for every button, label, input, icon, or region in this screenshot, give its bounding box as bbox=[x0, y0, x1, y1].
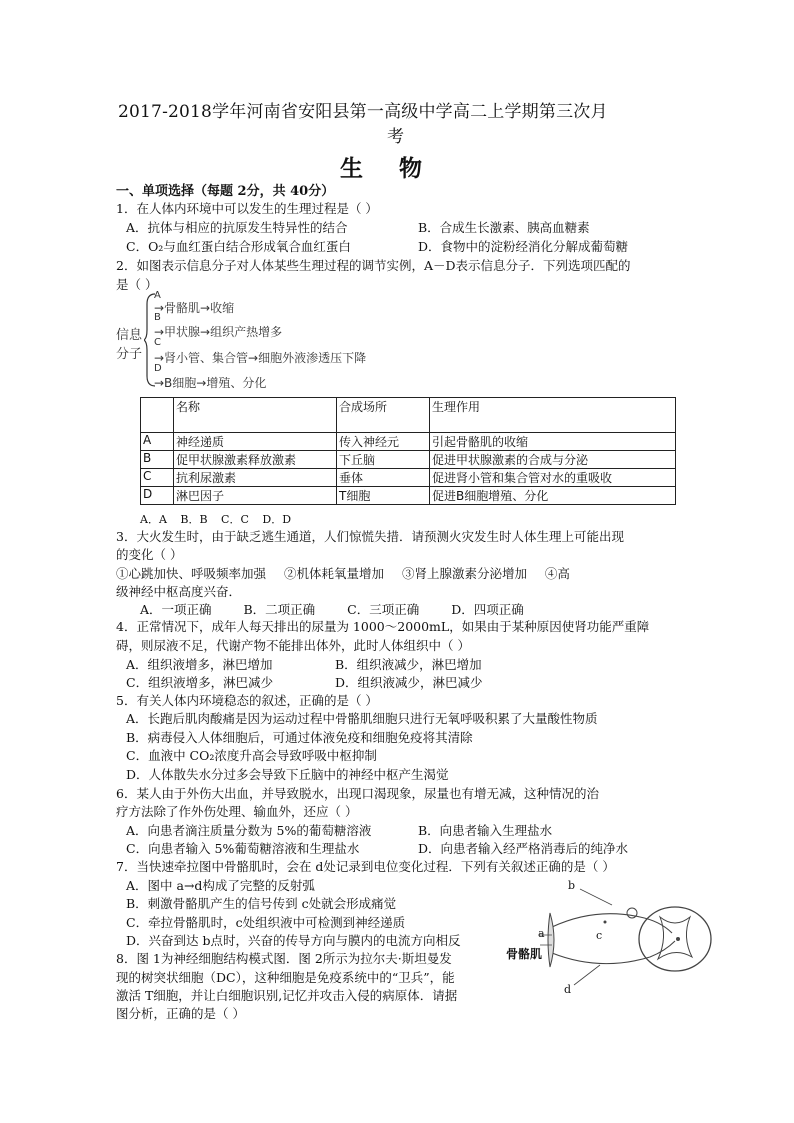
q4-option-a: A．组织液增多，淋巴增加 bbox=[126, 657, 273, 672]
q3-stem-line2: 的变化（ ） bbox=[116, 547, 183, 562]
reflex-arc-drawing bbox=[500, 877, 720, 1002]
section-heading: 一、单项选择（每题 2分，共 40分） bbox=[116, 184, 335, 199]
diagram-letter-a: A bbox=[154, 290, 161, 301]
diagram-label: 信息 分子 bbox=[116, 328, 143, 362]
table-header-cell: 合成场所 bbox=[337, 398, 430, 433]
table-cell: 垂体 bbox=[337, 469, 430, 487]
q6-option-b: B．向患者输入生理盐水 bbox=[418, 823, 553, 838]
q8-stem-line2: 现的树突状细胞（DC），这种细胞是免疫系统中的“卫兵”，能 bbox=[116, 970, 455, 985]
table-cell: T细胞 bbox=[337, 487, 430, 505]
table-cell: 引起骨骼肌的收缩 bbox=[430, 433, 676, 451]
table-cell: B bbox=[141, 451, 174, 469]
q7-option-d: D．兴奋到达 b点时，兴奋的传导方向与膜内的电流方向相反 bbox=[126, 933, 461, 948]
q8-stem-line3: 激活 T细胞，并让白细胞识别,记忆并攻击入侵的病原体．请据 bbox=[116, 988, 458, 1003]
q2-stem-line1: 2．如图表示信息分子对人体某些生理过程的调节实例，A－D表示信息分子．下列选项匹配的 bbox=[116, 258, 631, 273]
q8-stem-line1: 8．图 1为神经细胞结构模式图．图 2所示为拉尔夫·斯坦曼发 bbox=[116, 951, 452, 966]
q5-option-b: B．病毒侵入人体细胞后，可通过体液免疫和细胞免疫将其清除 bbox=[126, 730, 473, 745]
q3-stem-line1: 3．大火发生时，由于缺乏逃生通道，人们惊慌失措．请预测火灾发生时人体生理上可能出现 bbox=[116, 529, 624, 544]
table-cell: 促进甲状腺激素的合成与分泌 bbox=[430, 451, 676, 469]
table-cell: 促进B细胞增殖、分化 bbox=[430, 487, 676, 505]
q5-stem: 5．有关人体内环境稳态的叙述，正确的是（ ） bbox=[116, 693, 378, 708]
table-cell: C bbox=[141, 469, 174, 487]
q7-option-c: C．牵拉骨骼肌时，c处组织液中可检测到神经递质 bbox=[126, 915, 406, 930]
diagram-letter-c: C bbox=[154, 337, 161, 348]
q8-stem-line4: 图分析，正确的是（ ） bbox=[116, 1006, 245, 1021]
document-title-line2: 考 bbox=[387, 127, 405, 147]
q6-stem-line2: 疗方法除了作外伤处理、输血外，还应（ ） bbox=[116, 804, 358, 819]
subject-heading: 生物 bbox=[340, 155, 458, 182]
table-cell: 下丘脑 bbox=[337, 451, 430, 469]
table-cell: 抗利尿激素 bbox=[174, 469, 337, 487]
q6-option-a: A．向患者滴注质量分数为 5%的葡萄糖溶液 bbox=[126, 823, 372, 838]
figure-label-a: a bbox=[538, 927, 545, 940]
figure-label-b: b bbox=[568, 879, 576, 892]
q1-stem: 1．在人体内环境中可以发生的生理过程是（ ） bbox=[116, 201, 378, 216]
diagram-letter-d: D bbox=[154, 363, 162, 374]
q7-option-a: A．图中 a→d构成了完整的反射弧 bbox=[126, 878, 315, 893]
table-row bbox=[141, 487, 676, 505]
q3-options: A．一项正确 B．二项正确 C．三项正确 D．四项正确 bbox=[140, 602, 524, 617]
q6-option-d: D．向患者输入经严格消毒后的纯净水 bbox=[418, 841, 629, 856]
diagram-row-d: →B细胞→增殖、分化 bbox=[154, 376, 267, 390]
table-cell: 促甲状腺激素释放激素 bbox=[174, 451, 337, 469]
q4-option-b: B．组织液减少，淋巴增加 bbox=[335, 657, 482, 672]
table-header-cell: 名称 bbox=[174, 398, 337, 433]
q1-option-c: C．O₂与血红蛋白结合形成氧合血红蛋白 bbox=[126, 239, 351, 254]
table-row bbox=[141, 433, 676, 451]
q4-option-c: C．组织液增多，淋巴减少 bbox=[126, 675, 274, 690]
q3-items-line1: ①心跳加快、呼吸频率加强 ②机体耗氧量增加 ③肾上腺激素分泌增加 ④高 bbox=[116, 566, 570, 581]
q5-option-c: C．血液中 CO₂浓度升高会导致呼吸中枢抑制 bbox=[126, 748, 377, 763]
q4-stem-line1: 4．正常情况下，成年人每天排出的尿量为 1000～2000mL，如果由于某种原因使肾功能严重障 bbox=[116, 619, 650, 634]
table-header-cell: 生理作用 bbox=[430, 398, 676, 433]
q4-stem-line2: 碍，则尿液不足，代谢产物不能排出体外，此时人体组织中（ ） bbox=[116, 638, 470, 653]
figure-label-d: d bbox=[564, 983, 572, 996]
diagram-row-b: →甲状腺→组织产热增多 bbox=[154, 325, 283, 339]
table-cell: D bbox=[141, 487, 174, 505]
table-cell: 淋巴因子 bbox=[174, 487, 337, 505]
q7-stem: 7．当快速牵拉图中骨骼肌时，会在 d处记录到电位变化过程．下列有关叙述正确的是（ ） bbox=[116, 859, 615, 874]
q5-option-a: A．长跑后肌肉酸痛是因为运动过程中骨骼肌细胞只进行无氧呼吸积累了大量酸性物质 bbox=[126, 711, 598, 726]
q3-items-line2: 级神经中枢高度兴奋． bbox=[116, 584, 242, 599]
diagram-row-a: →骨骼肌→收缩 bbox=[154, 301, 235, 315]
reflex-arc-figure bbox=[500, 877, 720, 1002]
q2-stem-line2: 是（ ） bbox=[116, 277, 158, 292]
q4-option-d: D．组织液减少，淋巴减少 bbox=[335, 675, 483, 690]
figure-label-c: c bbox=[596, 929, 603, 942]
figure-label-muscle: 骨骼肌 bbox=[506, 947, 543, 961]
q5-option-d: D．人体散失水分过多会导致下丘脑中的神经中枢产生渴觉 bbox=[126, 767, 449, 782]
table-cell: 促进肾小管和集合管对水的重吸收 bbox=[430, 469, 676, 487]
q1-option-a: A．抗体与相应的抗原发生特异性的结合 bbox=[126, 220, 348, 235]
table-header-row bbox=[141, 398, 676, 433]
q6-option-c: C．向患者输入 5%葡萄糖溶液和生理盐水 bbox=[126, 841, 360, 856]
table-cell: A bbox=[141, 433, 174, 451]
signal-molecule-table bbox=[140, 397, 676, 505]
diagram-row-c: →肾小管、集合管→细胞外液渗透压下降 bbox=[154, 351, 367, 365]
document-title-line1: 2017-2018学年河南省安阳县第一高级中学高二上学期第三次月 bbox=[118, 102, 608, 122]
table-cell: 传入神经元 bbox=[337, 433, 430, 451]
q7-option-b: B．刺激骨骼肌产生的信号传到 c处就会形成痛觉 bbox=[126, 896, 397, 911]
q1-option-b: B．合成生长激素、胰高血糖素 bbox=[418, 220, 590, 235]
q6-stem-line1: 6．某人由于外伤大出血，并导致脱水，出现口渴现象，尿量也有增无减，这种情况的治 bbox=[116, 786, 599, 801]
q1-option-d: D．食物中的淀粉经消化分解成葡萄糖 bbox=[418, 239, 629, 254]
signal-molecule-diagram bbox=[116, 290, 416, 400]
table-header-cell bbox=[141, 398, 174, 433]
table-cell: 神经递质 bbox=[174, 433, 337, 451]
diagram-letter-b: B bbox=[154, 312, 161, 323]
q2-options: A．A B．B C．C D．D bbox=[140, 513, 292, 526]
table-row bbox=[141, 469, 676, 487]
table-row bbox=[141, 451, 676, 469]
